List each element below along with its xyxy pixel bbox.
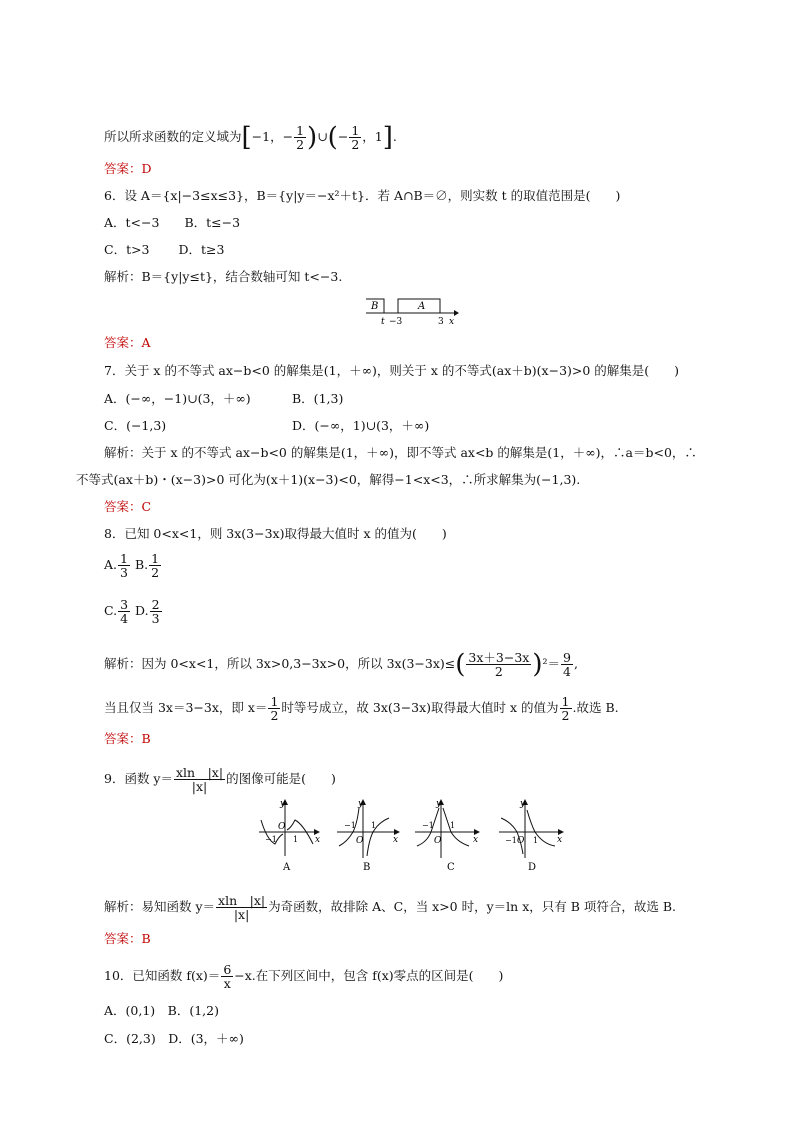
text: , (573, 656, 578, 671)
tick-1: 1 (533, 836, 539, 845)
text: 所以所求函数的定义域为 (104, 129, 242, 144)
answer-9: 答案：B (104, 931, 151, 946)
text: −1，− (251, 129, 294, 144)
text: 时等号成立，故 3x(3−3x)取得最大值时 x 的值为 (281, 700, 559, 715)
numerator: 1 (120, 551, 128, 566)
x-label: x (393, 835, 399, 845)
y-label: y (520, 799, 526, 809)
question-8-options-ab (104, 552, 162, 579)
text: 的图像可能是( ) (226, 771, 336, 786)
question-10 (104, 963, 503, 990)
question-8-options-cd (104, 598, 163, 625)
numerator: xln |x| (176, 765, 224, 780)
graph-d (499, 799, 562, 873)
question-7-option-d: D．(−∞，1)∪(3，＋∞) (292, 418, 430, 433)
question-9 (104, 766, 336, 793)
label-t: t (381, 317, 385, 327)
text: . (392, 129, 397, 144)
denominator: 2 (351, 137, 360, 152)
label-3: 3 (438, 317, 444, 327)
question-7-option-c: C．(−1,3) (104, 418, 167, 433)
text: −x.在下列区间中，包含 f(x)零点的区间是( ) (234, 968, 504, 983)
option-a-fraction (118, 552, 130, 579)
bracket: [ (241, 122, 252, 153)
origin-label: O (517, 836, 525, 846)
text: ∪ (317, 129, 328, 144)
text: ²＝ (542, 656, 561, 671)
denominator: 2 (561, 708, 570, 723)
text: 解析：因为 0<x<1，所以 3x>0,3−3x>0，所以 3x(3−3x)≤ (104, 656, 456, 671)
question-6-options-ab: A．t<−3 B．t≤−3 (104, 215, 241, 230)
numerator: 2 (151, 597, 160, 612)
option-b-label: B. (134, 557, 149, 572)
label-b: B (371, 301, 379, 312)
question-6-solution: 解析：B＝{y|y≤t}，结合数轴可知 t<−3. (104, 269, 343, 284)
denominator: 2 (270, 708, 279, 723)
question-7-option-a: A．(−∞，−1)∪(3，＋∞) (104, 391, 251, 406)
fraction (268, 695, 280, 722)
label-x: x (449, 317, 455, 327)
numerator: 1 (151, 551, 160, 566)
tick-minus1: −1 (505, 836, 517, 845)
graph-label-c: C (447, 862, 455, 873)
fraction (221, 963, 233, 990)
answer-6: 答案：A (104, 335, 151, 350)
numerator: 1 (561, 694, 570, 709)
text: 为奇函数，故排除 A、C，当 x>0 时，y＝ln x，只有 B 项符合，故选 B. (268, 899, 677, 914)
graph-label-b: B (363, 862, 371, 873)
numerator: 3x＋3−3x (468, 650, 530, 665)
question-7-solution-1: 解析：关于 x 的不等式 ax−b<0 的解集是(1，＋∞)，即不等式 ax<b 的解集是(1，＋∞)，∴a＝b<0，∴ (104, 445, 697, 460)
text: 9．函数 y＝ (104, 771, 173, 786)
fraction (174, 766, 225, 793)
question-6-options-cd: C．t>3 D．t≥3 (104, 242, 225, 257)
graph-label-d: D (528, 862, 537, 873)
axis-arrow (454, 310, 459, 316)
denominator: x (223, 976, 231, 991)
tick-minus1: −1 (265, 835, 277, 844)
y-label: y (358, 799, 364, 809)
denominator: 4 (120, 611, 129, 626)
graph-label-a: A (283, 862, 291, 873)
option-d-fraction (150, 598, 162, 625)
answer-5: 答案：D (104, 161, 152, 176)
tick-1: 1 (293, 835, 299, 844)
question-8-solution-1 (104, 651, 578, 678)
question-8-solution-2 (104, 695, 619, 722)
origin-label: O (356, 836, 364, 846)
bracket: ( (327, 122, 338, 153)
question-10-options-ab: A．(0,1) B．(1,2) (104, 1003, 219, 1018)
fraction (466, 651, 531, 678)
x-label: x (315, 835, 321, 845)
tick-1: 1 (450, 821, 456, 830)
denominator: 2 (494, 664, 503, 679)
tick-minus1: −1 (344, 821, 356, 830)
denominator: 3 (120, 565, 128, 580)
domain-conclusion-line (104, 124, 397, 151)
tick-minus1: −1 (422, 821, 434, 830)
text: .故选 B. (572, 700, 619, 715)
numerator: 1 (351, 123, 360, 138)
answer-8: 答案：B (104, 731, 151, 746)
text: − (337, 129, 349, 144)
tick-1: 1 (371, 821, 377, 830)
x-label: x (557, 835, 563, 845)
function-graphs (255, 798, 575, 874)
option-c-fraction (118, 598, 130, 625)
denominator: 2 (151, 565, 160, 580)
numerator: 9 (563, 650, 571, 665)
text: ，1 (362, 129, 383, 144)
text: 解析：易知函数 y＝ (104, 899, 216, 914)
option-c-label: C. (104, 603, 118, 618)
paren: ) (532, 649, 543, 680)
graph-b (337, 799, 398, 873)
question-7-option-b: B．(1,3) (292, 391, 344, 406)
numerator: xln |x| (218, 893, 266, 908)
y-label: y (280, 799, 286, 809)
question-9-solution (104, 894, 676, 921)
fraction (560, 695, 572, 722)
option-b-fraction (149, 552, 161, 579)
origin-label: O (434, 836, 442, 846)
y-label: y (436, 799, 442, 809)
denominator: |x| (233, 907, 250, 922)
number-line-figure (362, 294, 462, 328)
option-a-label: A. (104, 557, 118, 572)
numerator: 6 (223, 962, 232, 977)
option-d-label: D. (135, 603, 149, 618)
fraction (349, 124, 361, 151)
graph-a (259, 799, 320, 873)
question-10-options-cd: C．(2,3) D．(3，＋∞) (104, 1031, 244, 1046)
origin-label: O (278, 822, 286, 832)
question-6: 6．设 A＝{x|−3≤x≤3}，B＝{y|y＝−x²＋t}．若 A∩B＝∅，则实数 t 的取值范围是( ) (104, 188, 621, 203)
denominator: 4 (563, 664, 571, 679)
numerator: 1 (270, 694, 279, 709)
answer-7: 答案：C (104, 499, 152, 514)
numerator: 1 (296, 123, 305, 138)
fraction (294, 124, 306, 151)
denominator: |x| (191, 779, 208, 794)
graph-c (415, 799, 478, 873)
question-7: 7．关于 x 的不等式 ax−b<0 的解集是(1，＋∞)，则关于 x 的不等式(ax＋b)(x−3)>0 的解集是( ) (104, 363, 680, 378)
bracket: ] (382, 122, 393, 153)
text: 10．已知函数 f(x)＝ (104, 968, 221, 983)
question-8: 8．已知 0<x<1，则 3x(3−3x)取得最大值时 x 的值为( ) (104, 526, 447, 541)
paren: ( (455, 649, 466, 680)
fraction (561, 651, 573, 678)
x-label: x (473, 835, 479, 845)
fraction (216, 894, 267, 921)
label-minus3: −3 (389, 317, 403, 327)
text: 当且仅当 3x＝3−3x，即 x＝ (104, 700, 268, 715)
denominator: 2 (296, 137, 305, 152)
denominator: 3 (151, 611, 160, 626)
numerator: 3 (120, 597, 129, 612)
bracket: ) (307, 122, 318, 153)
label-a: A (418, 301, 426, 312)
question-7-solution-2: 不等式(ax＋b)・(x−3)>0 可化为(x＋1)(x−3)<0，解得−1<x<3，∴所求解集为(−1,3). (76, 472, 581, 487)
